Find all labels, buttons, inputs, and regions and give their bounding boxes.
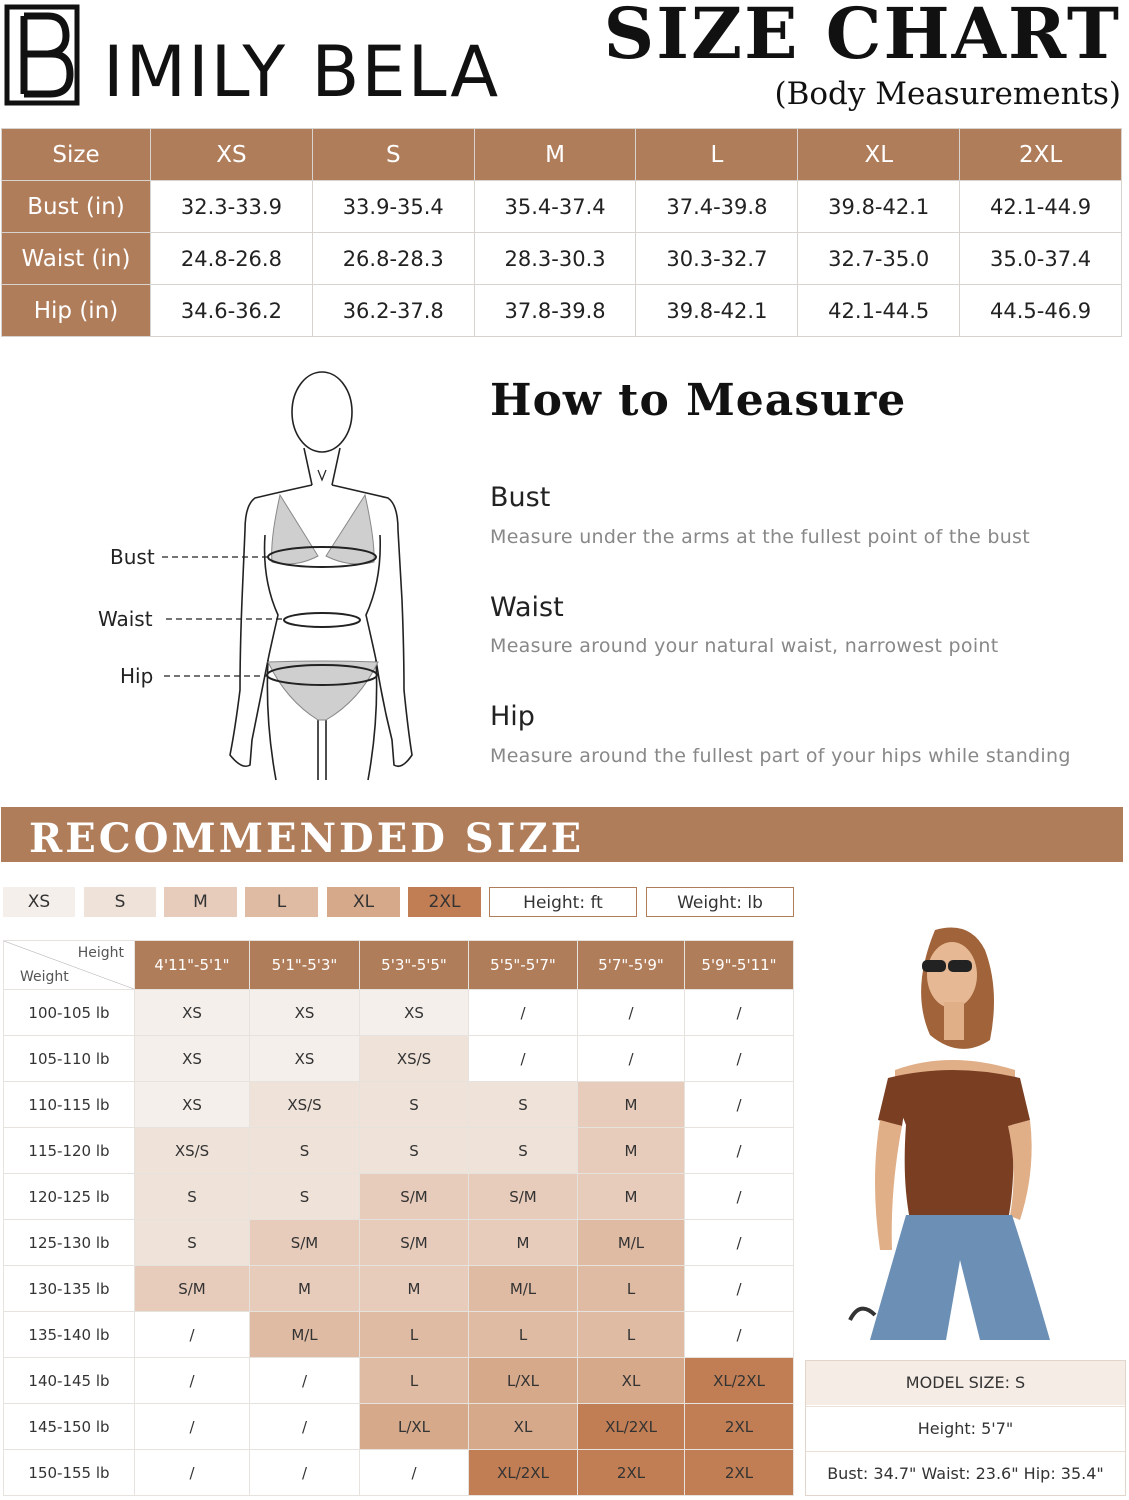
size-row: [2, 181, 1122, 233]
weight-label: 125-130 lb: [4, 1220, 135, 1266]
measure-hip-desc: Measure around the fullest part of your hips while standing: [490, 745, 1071, 767]
recommended-size-cell: /: [685, 1082, 794, 1128]
recommended-banner: [1, 807, 1123, 862]
weight-row: [4, 990, 794, 1036]
size-row-label: Hip (in): [2, 285, 151, 337]
body-measurement-figure: [90, 360, 450, 790]
weight-label: 110-115 lb: [4, 1082, 135, 1128]
weight-row: [4, 1082, 794, 1128]
size-row-label: Waist (in): [2, 233, 151, 285]
recommended-size-cell: 2XL: [685, 1450, 794, 1496]
size-cell: 34.6-36.2: [151, 285, 313, 337]
size-cell: 30.3-32.7: [636, 233, 798, 285]
legend-l: L: [245, 887, 318, 917]
size-cell: 35.0-37.4: [960, 233, 1122, 285]
recommended-size-cell: /: [250, 1450, 360, 1496]
recommended-size-cell: /: [685, 1220, 794, 1266]
weight-label: 105-110 lb: [4, 1036, 135, 1082]
size-header-cell: 2XL: [960, 129, 1122, 181]
recommended-size-cell: /: [469, 1036, 578, 1082]
height-header-cell: 5'9"-5'11": [685, 941, 794, 990]
size-row-label: Bust (in): [2, 181, 151, 233]
figure-label-waist: Waist: [98, 607, 153, 631]
measure-waist-desc: Measure around your natural waist, narrowest point: [490, 635, 999, 657]
weight-row: [4, 1358, 794, 1404]
recommended-size-cell: L/XL: [469, 1358, 578, 1404]
weight-row: [4, 1266, 794, 1312]
recommended-size-cell: XS: [135, 990, 250, 1036]
legend-height-unit: Height: ft: [489, 887, 637, 917]
recommended-size-cell: /: [135, 1358, 250, 1404]
recommended-size-cell: L: [469, 1312, 578, 1358]
legend-2xl: 2XL: [408, 887, 481, 917]
recommended-size-cell: S/M: [250, 1220, 360, 1266]
size-cell: 42.1-44.5: [798, 285, 960, 337]
recommended-size-cell: XS/S: [135, 1128, 250, 1174]
recommended-size-cell: /: [685, 990, 794, 1036]
size-cell: 32.3-33.9: [151, 181, 313, 233]
figure-label-hip: Hip: [120, 664, 154, 688]
recommended-size-cell: XS: [135, 1036, 250, 1082]
height-header-row: [4, 941, 794, 990]
size-row: [2, 285, 1122, 337]
recommended-size-cell: /: [469, 990, 578, 1036]
recommended-size-table: [3, 940, 794, 1496]
size-cell: 24.8-26.8: [151, 233, 313, 285]
recommended-size-cell: /: [578, 1036, 685, 1082]
size-cell: 37.4-39.8: [636, 181, 798, 233]
size-cell: 32.7-35.0: [798, 233, 960, 285]
size-row: [2, 233, 1122, 285]
legend-xl: XL: [327, 887, 400, 917]
recommended-size-cell: S/M: [135, 1266, 250, 1312]
recommended-size-cell: /: [578, 990, 685, 1036]
weight-row: [4, 1312, 794, 1358]
recommended-size-cell: M: [578, 1082, 685, 1128]
recommended-size-cell: XS/S: [250, 1082, 360, 1128]
size-header-cell: XS: [151, 129, 313, 181]
recommended-size-cell: S: [135, 1174, 250, 1220]
recommended-size-cell: XS/S: [360, 1036, 469, 1082]
recommended-size-cell: /: [250, 1404, 360, 1450]
size-header-label: Size: [2, 129, 151, 181]
size-cell: 44.5-46.9: [960, 285, 1122, 337]
recommended-size-cell: XS: [135, 1082, 250, 1128]
model-height: Height: 5'7": [806, 1406, 1125, 1451]
recommended-size-cell: XS: [360, 990, 469, 1036]
weight-label: 115-120 lb: [4, 1128, 135, 1174]
model-measurements: Bust: 34.7" Waist: 23.6" Hip: 35.4": [806, 1451, 1125, 1496]
brand-name: IMILY BELA: [103, 31, 501, 113]
recommended-size-cell: 2XL: [578, 1450, 685, 1496]
recommended-size-cell: /: [685, 1266, 794, 1312]
recommended-size-cell: S/M: [360, 1220, 469, 1266]
model-photo: [840, 920, 1070, 1340]
recommended-size-cell: S/M: [469, 1174, 578, 1220]
size-cell: 39.8-42.1: [798, 181, 960, 233]
size-cell: 33.9-35.4: [312, 181, 474, 233]
size-cell: 35.4-37.4: [474, 181, 636, 233]
model-info-card: [805, 1360, 1126, 1496]
recommended-size-cell: /: [685, 1128, 794, 1174]
recommended-size-cell: L: [360, 1312, 469, 1358]
recommended-size-cell: M: [360, 1266, 469, 1312]
recommended-title: RECOMMENDED SIZE: [29, 815, 585, 862]
size-cell: 28.3-30.3: [474, 233, 636, 285]
recommended-size-cell: /: [360, 1450, 469, 1496]
size-cell: 36.2-37.8: [312, 285, 474, 337]
recommended-size-cell: M/L: [578, 1220, 685, 1266]
recommended-size-cell: /: [135, 1312, 250, 1358]
size-header-cell: L: [636, 129, 798, 181]
size-cell: 26.8-28.3: [312, 233, 474, 285]
recommended-size-cell: XS: [250, 990, 360, 1036]
recommended-size-cell: L/XL: [360, 1404, 469, 1450]
measure-bust-desc: Measure under the arms at the fullest point of the bust: [490, 526, 1031, 548]
recommended-size-cell: S: [135, 1220, 250, 1266]
corner-height-label: Height: [77, 945, 124, 961]
size-cell: 42.1-44.9: [960, 181, 1122, 233]
height-header-cell: 5'1"-5'3": [250, 941, 360, 990]
page-title: SIZE CHART: [603, 0, 1121, 75]
size-header-cell: XL: [798, 129, 960, 181]
size-header-row: [2, 129, 1122, 181]
legend-weight-unit: Weight: lb: [646, 887, 794, 917]
recommended-size-cell: M: [250, 1266, 360, 1312]
size-chart-table: [1, 128, 1122, 337]
weight-label: 145-150 lb: [4, 1404, 135, 1450]
weight-label: 140-145 lb: [4, 1358, 135, 1404]
size-header-cell: S: [312, 129, 474, 181]
recommended-size-cell: M/L: [250, 1312, 360, 1358]
recommended-size-cell: S: [469, 1128, 578, 1174]
recommended-size-cell: /: [250, 1358, 360, 1404]
measure-bust-heading: Bust: [490, 482, 551, 513]
recommended-size-cell: M: [578, 1128, 685, 1174]
model-size: MODEL SIZE: S: [806, 1361, 1125, 1405]
legend-xs: XS: [3, 887, 75, 917]
weight-label: 120-125 lb: [4, 1174, 135, 1220]
weight-label: 130-135 lb: [4, 1266, 135, 1312]
recommended-size-cell: /: [685, 1312, 794, 1358]
weight-row: [4, 1220, 794, 1266]
recommended-size-cell: S: [469, 1082, 578, 1128]
weight-row: [4, 1128, 794, 1174]
recommended-size-cell: XL/2XL: [578, 1404, 685, 1450]
table-corner-cell: [4, 941, 135, 990]
brand-logo-mark: [4, 4, 82, 106]
height-header-cell: 5'3"-5'5": [360, 941, 469, 990]
measure-waist-heading: Waist: [490, 592, 564, 623]
height-header-cell: 5'5"-5'7": [469, 941, 578, 990]
weight-row: [4, 1404, 794, 1450]
how-to-measure-title: How to Measure: [490, 375, 907, 426]
height-header-cell: 5'7"-5'9": [578, 941, 685, 990]
recommended-size-cell: L: [578, 1266, 685, 1312]
size-header-cell: M: [474, 129, 636, 181]
weight-label: 150-155 lb: [4, 1450, 135, 1496]
weight-row: [4, 1450, 794, 1496]
recommended-size-cell: S: [360, 1128, 469, 1174]
weight-label: 135-140 lb: [4, 1312, 135, 1358]
recommended-size-cell: /: [685, 1036, 794, 1082]
recommended-size-cell: S/M: [360, 1174, 469, 1220]
recommended-size-cell: M: [578, 1174, 685, 1220]
size-cell: 37.8-39.8: [474, 285, 636, 337]
weight-row: [4, 1174, 794, 1220]
recommended-size-cell: S: [250, 1174, 360, 1220]
page-subtitle: (Body Measurements): [774, 76, 1121, 112]
legend-s: S: [84, 887, 156, 917]
recommended-size-cell: XL/2XL: [685, 1358, 794, 1404]
recommended-size-cell: S: [250, 1128, 360, 1174]
corner-weight-label: Weight: [20, 969, 69, 985]
recommended-size-cell: XS: [250, 1036, 360, 1082]
figure-label-bust: Bust: [110, 545, 155, 569]
recommended-size-cell: XL/2XL: [469, 1450, 578, 1496]
height-header-cell: 4'11"-5'1": [135, 941, 250, 990]
size-cell: 39.8-42.1: [636, 285, 798, 337]
recommended-size-cell: /: [135, 1450, 250, 1496]
legend-m: M: [164, 887, 237, 917]
recommended-size-cell: 2XL: [685, 1404, 794, 1450]
recommended-size-cell: /: [685, 1174, 794, 1220]
recommended-size-cell: M: [469, 1220, 578, 1266]
recommended-size-cell: /: [135, 1404, 250, 1450]
recommended-size-cell: L: [360, 1358, 469, 1404]
recommended-size-cell: M/L: [469, 1266, 578, 1312]
weight-row: [4, 1036, 794, 1082]
recommended-size-cell: XL: [469, 1404, 578, 1450]
recommended-size-cell: L: [578, 1312, 685, 1358]
recommended-size-cell: S: [360, 1082, 469, 1128]
weight-label: 100-105 lb: [4, 990, 135, 1036]
measure-hip-heading: Hip: [490, 701, 535, 732]
recommended-size-cell: XL: [578, 1358, 685, 1404]
